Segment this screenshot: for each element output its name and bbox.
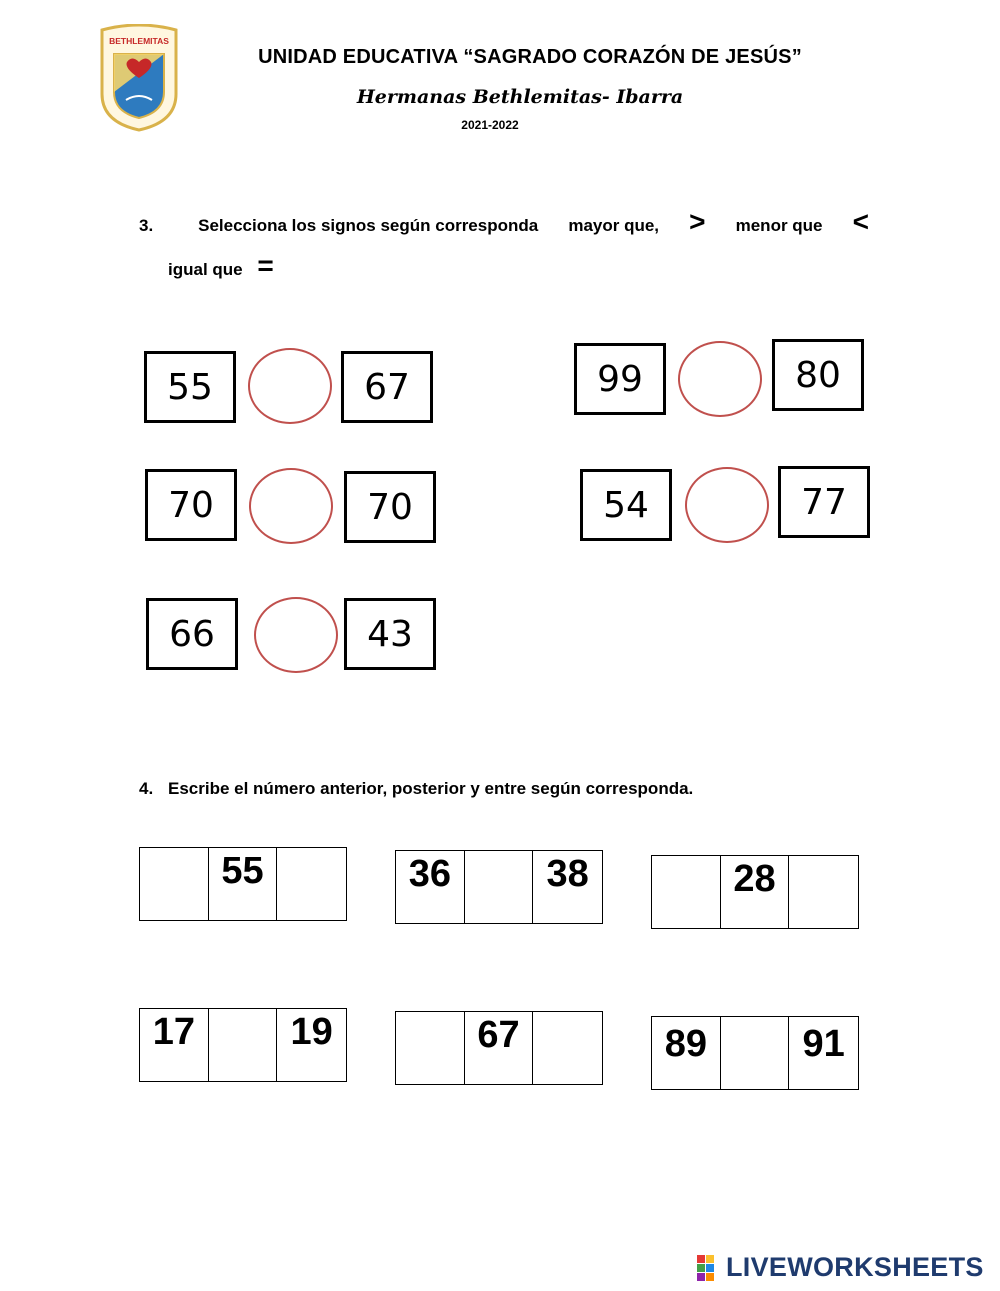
sequence-cell-before[interactable] [140, 848, 209, 920]
sequence-cell-after[interactable] [789, 856, 858, 928]
compare-number-left: 54 [580, 469, 672, 541]
school-title: UNIDAD EDUCATIVA “SAGRADO CORAZÓN DE JESÚS” [258, 46, 802, 68]
q3-less-label: menor que [735, 216, 823, 235]
q4-number: 4. [139, 779, 154, 798]
sign-answer-circle[interactable] [678, 341, 762, 417]
greater-than-symbol: > [689, 206, 706, 237]
compare-number-left: 55 [144, 351, 236, 423]
sequence-cell-given: 67 [465, 1012, 534, 1084]
sign-answer-circle[interactable] [248, 348, 332, 424]
sequence-cell-given: 28 [721, 856, 790, 928]
q4-instruction [139, 779, 693, 799]
compare-number-right: 43 [344, 598, 436, 670]
compare-number-right: 80 [772, 339, 864, 411]
sequence-table-5 [395, 1011, 603, 1085]
sign-answer-circle[interactable] [254, 597, 338, 673]
liveworksheets-grid-icon [697, 1255, 723, 1281]
q3-text: Selecciona los signos según corresponda [198, 216, 539, 235]
q4-text: Escribe el número anterior, posterior y entre según corresponda. [168, 779, 694, 798]
sequence-cell-before: 89 [652, 1017, 721, 1089]
q3-instruction [139, 206, 869, 238]
school-crest-logo [96, 24, 182, 132]
sequence-cell-after[interactable] [277, 848, 346, 920]
q3-number: 3. [139, 216, 154, 235]
logo-text-top: BETHLEMITAS [109, 36, 169, 46]
q3-equal-label: igual que [168, 260, 243, 279]
sequence-cell-after: 91 [802, 1023, 845, 1065]
congregation-subtitle: Hermanas Bethlemitas- Ibarra [356, 86, 684, 108]
sequence-table-4 [139, 1008, 347, 1082]
sequence-table-2 [395, 850, 603, 924]
brand-text: LIVEWORKSHEETS [726, 1252, 984, 1282]
sequence-cell-before: 17 [140, 1009, 209, 1081]
compare-number-left: 99 [574, 343, 666, 415]
less-than-symbol: < [852, 206, 869, 237]
sign-answer-circle[interactable] [685, 467, 769, 543]
q3-greater-label: mayor que, [568, 216, 660, 235]
sequence-cell-after: 19 [290, 1011, 333, 1053]
compare-number-left: 66 [146, 598, 238, 670]
sequence-cell-between[interactable] [465, 851, 534, 923]
sequence-cell-between[interactable] [209, 1009, 278, 1081]
compare-number-left: 70 [145, 469, 237, 541]
compare-number-right: 77 [778, 466, 870, 538]
compare-number-right: 67 [341, 351, 433, 423]
equal-symbol: = [257, 250, 274, 281]
sequence-cell-after[interactable] [533, 1012, 602, 1084]
sequence-cell-after: 38 [546, 853, 589, 895]
sequence-cell-given: 55 [209, 848, 278, 920]
sign-answer-circle[interactable] [249, 468, 333, 544]
sequence-cell-between[interactable] [721, 1017, 790, 1089]
liveworksheets-brand [697, 1252, 984, 1283]
sequence-table-1 [139, 847, 347, 921]
compare-number-right: 70 [344, 471, 436, 543]
sequence-cell-before: 36 [396, 851, 465, 923]
sequence-table-6 [651, 1016, 859, 1090]
sequence-cell-before[interactable] [396, 1012, 465, 1084]
school-year: 2021-2022 [461, 118, 519, 132]
sequence-table-3 [651, 855, 859, 929]
sequence-cell-before[interactable] [652, 856, 721, 928]
q3-instruction-line2 [168, 250, 274, 282]
